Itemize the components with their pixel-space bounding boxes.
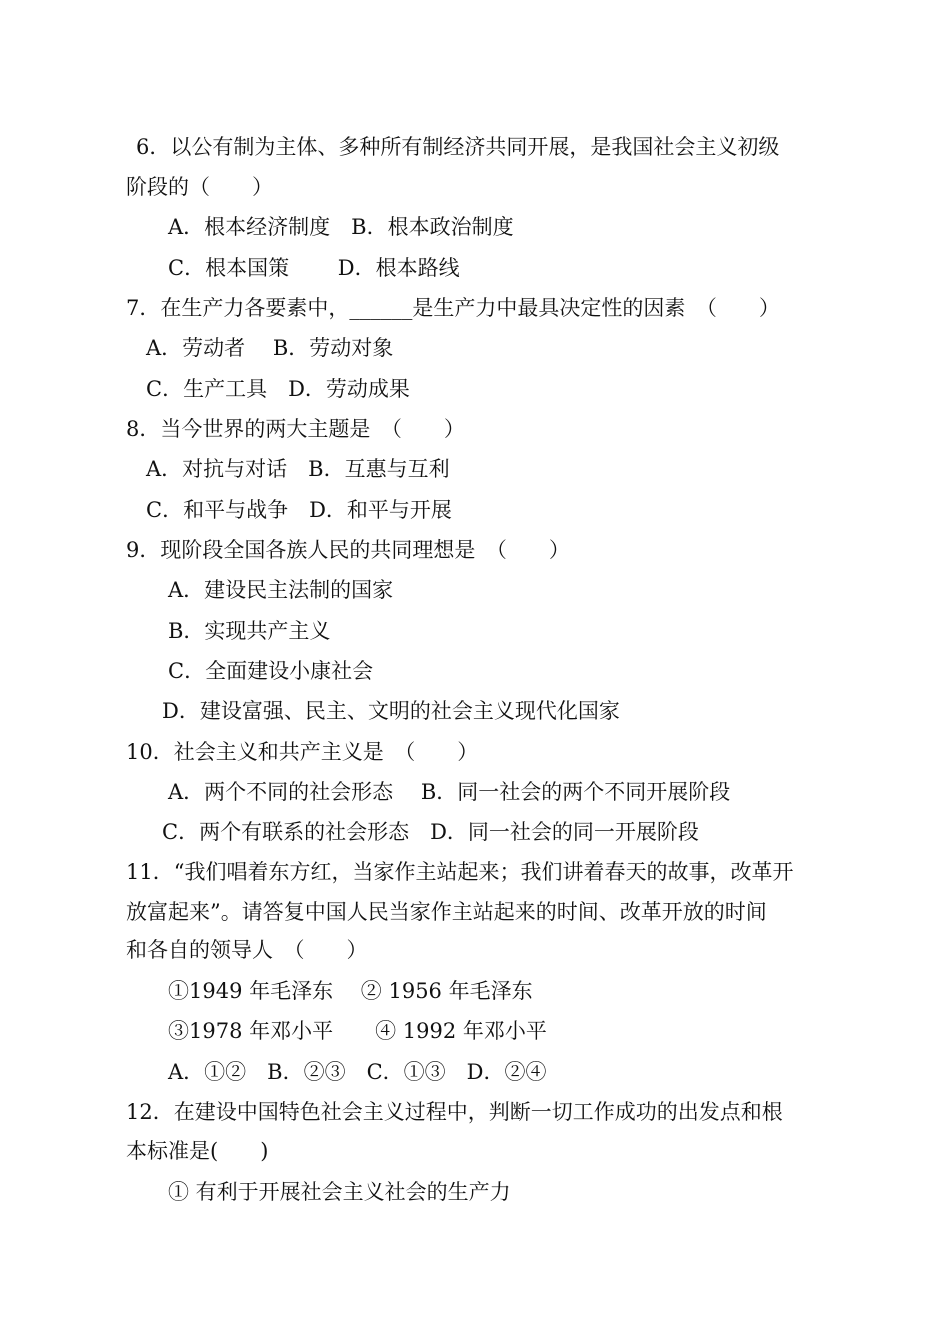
question-10-stem: 10．社会主义和共产主义是 （ ）: [126, 740, 479, 764]
question-11-stem-line-2: 放富起来”。请答复中国人民当家作主站起来的时间、改革开放的时间: [126, 900, 767, 924]
question-12-stem-line-1: 12．在建设中国特色社会主义过程中，判断一切工作成功的出发点和根: [126, 1100, 783, 1124]
question-7-options-ab: A．劳动者 B．劳动对象: [146, 336, 394, 360]
question-9-option-c: C．全面建设小康社会: [168, 659, 374, 683]
question-6-options-cd: C．根本国策 D．根本路线: [168, 256, 460, 280]
question-10-options-cd: C．两个有联系的社会形态 D．同一社会的同一开展阶段: [162, 820, 699, 844]
question-7-stem: 7．在生产力各要素中，______是生产力中最具决定性的因素 （ ）: [126, 296, 780, 320]
question-11-options: A．①② B．②③ C．①③ D．②④: [168, 1060, 547, 1084]
question-9-option-d: D．建设富强、民主、文明的社会主义现代化国家: [162, 699, 620, 723]
question-8-stem: 8．当今世界的两大主题是 （ ）: [126, 417, 465, 441]
question-10-options-ab: A．两个不同的社会形态 B．同一社会的两个不同开展阶段: [168, 780, 731, 804]
question-7-options-cd: C．生产工具 D．劳动成果: [146, 377, 410, 401]
question-6-stem-line-1: 6．以公有制为主体、多种所有制经济共同开展，是我国社会主义初级: [136, 135, 780, 159]
question-6-options-ab: A．根本经济制度 B．根本政治制度: [168, 215, 514, 239]
question-11-stem-line-3: 和各自的领导人 （ ）: [126, 938, 368, 962]
question-8-options-cd: C．和平与战争 D．和平与开展: [146, 498, 452, 522]
question-6-stem-line-2: 阶段的（ ）: [126, 175, 273, 199]
question-11-stem-line-1: 11．“我们唱着东方红，当家作主站起来；我们讲着春天的故事，改革开: [126, 860, 794, 884]
question-12-stem-line-2: 本标准是( ): [126, 1139, 269, 1163]
question-9-stem: 9．现阶段全国各族人民的共同理想是 （ ）: [126, 538, 570, 562]
question-9-option-b: B．实现共产主义: [168, 619, 331, 643]
question-8-options-ab: A．对抗与对话 B．互惠与互利: [146, 457, 450, 481]
question-9-option-a: A．建设民主法制的国家: [168, 578, 394, 602]
question-12-item-1: ① 有利于开展社会主义社会的生产力: [168, 1180, 511, 1204]
question-11-items-3-4: ③1978 年邓小平 ④ 1992 年邓小平: [168, 1019, 547, 1043]
question-11-items-1-2: ①1949 年毛泽东 ② 1956 年毛泽东: [168, 979, 533, 1003]
